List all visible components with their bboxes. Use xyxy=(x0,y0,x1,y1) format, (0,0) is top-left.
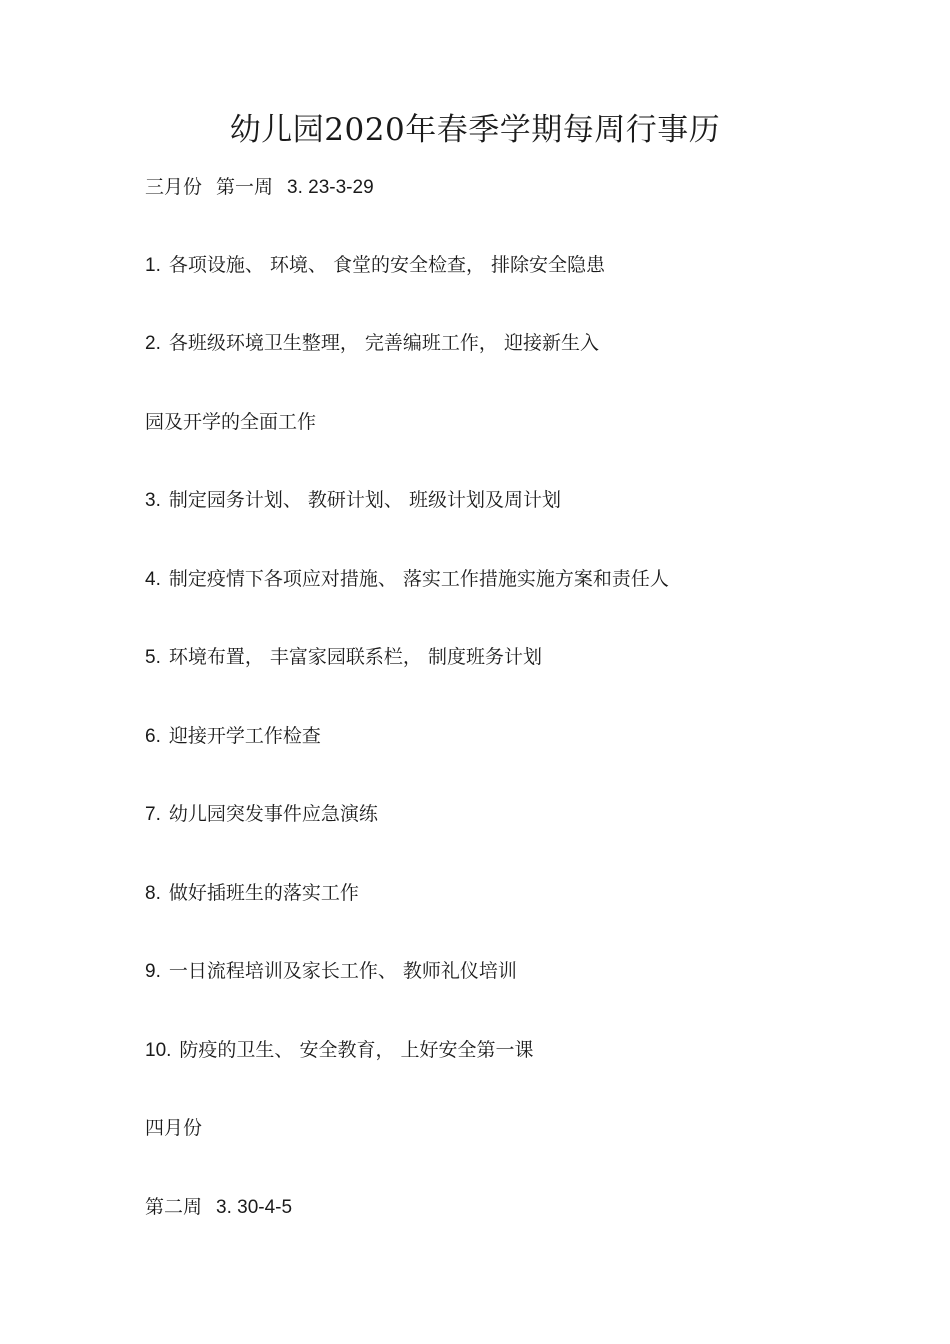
item-text: 一日流程培训及家长工作、 教师礼仪培训 xyxy=(168,960,517,982)
item-number: 7. xyxy=(145,804,161,825)
item-number: 3. xyxy=(145,490,161,511)
april-month-header xyxy=(145,1115,202,1141)
item-text: 制定疫情下各项应对措施、 落实工作措施实施方案和责任人 xyxy=(168,568,669,590)
item-text: 各班级环境卫生整理， 完善编班工作， 迎接新生入 xyxy=(168,332,599,354)
list-item xyxy=(145,880,359,907)
item-text: 园及开学的全面工作 xyxy=(145,411,317,433)
item-number: 10. xyxy=(145,1040,172,1061)
week-range: 3. 30-4-5 xyxy=(216,1197,293,1218)
item-number: 8. xyxy=(145,883,161,904)
list-item xyxy=(145,252,605,279)
month-label: 三月份 xyxy=(145,176,203,198)
item-text: 迎接开学工作检查 xyxy=(168,725,321,747)
item-number: 6. xyxy=(145,726,161,747)
item-number: 1. xyxy=(145,255,161,276)
list-item xyxy=(145,1037,534,1064)
document-title: 幼儿园2020年春季学期每周行事历 xyxy=(229,112,721,148)
march-week-header xyxy=(145,174,374,201)
item-text: 制定园务计划、 教研计划、 班级计划及周计划 xyxy=(168,489,561,511)
april-week-header xyxy=(145,1194,292,1221)
week-label: 第一周 xyxy=(216,176,274,198)
item-text: 环境布置， 丰富家园联系栏， 制度班务计划 xyxy=(168,646,542,668)
item-number: 4. xyxy=(145,569,161,590)
item-number: 9. xyxy=(145,961,161,982)
list-item-continuation xyxy=(145,409,316,435)
list-item xyxy=(145,566,669,593)
list-item xyxy=(145,330,599,357)
list-item xyxy=(145,723,321,750)
item-text: 各项设施、 环境、 食堂的安全检查， 排除安全隐患 xyxy=(168,254,605,276)
item-number: 2. xyxy=(145,333,161,354)
list-item xyxy=(145,644,542,671)
week-range: 3. 23-3-29 xyxy=(287,177,374,198)
item-number: 5. xyxy=(145,647,161,668)
item-text: 幼儿园突发事件应急演练 xyxy=(168,803,378,825)
list-item xyxy=(145,487,561,514)
list-item xyxy=(145,801,378,828)
item-text: 防疫的卫生、 安全教育， 上好安全第一课 xyxy=(179,1039,534,1061)
month-label: 四月份 xyxy=(145,1117,203,1139)
list-item xyxy=(145,958,517,985)
item-text: 做好插班生的落实工作 xyxy=(168,882,359,904)
week-label: 第二周 xyxy=(145,1196,203,1218)
